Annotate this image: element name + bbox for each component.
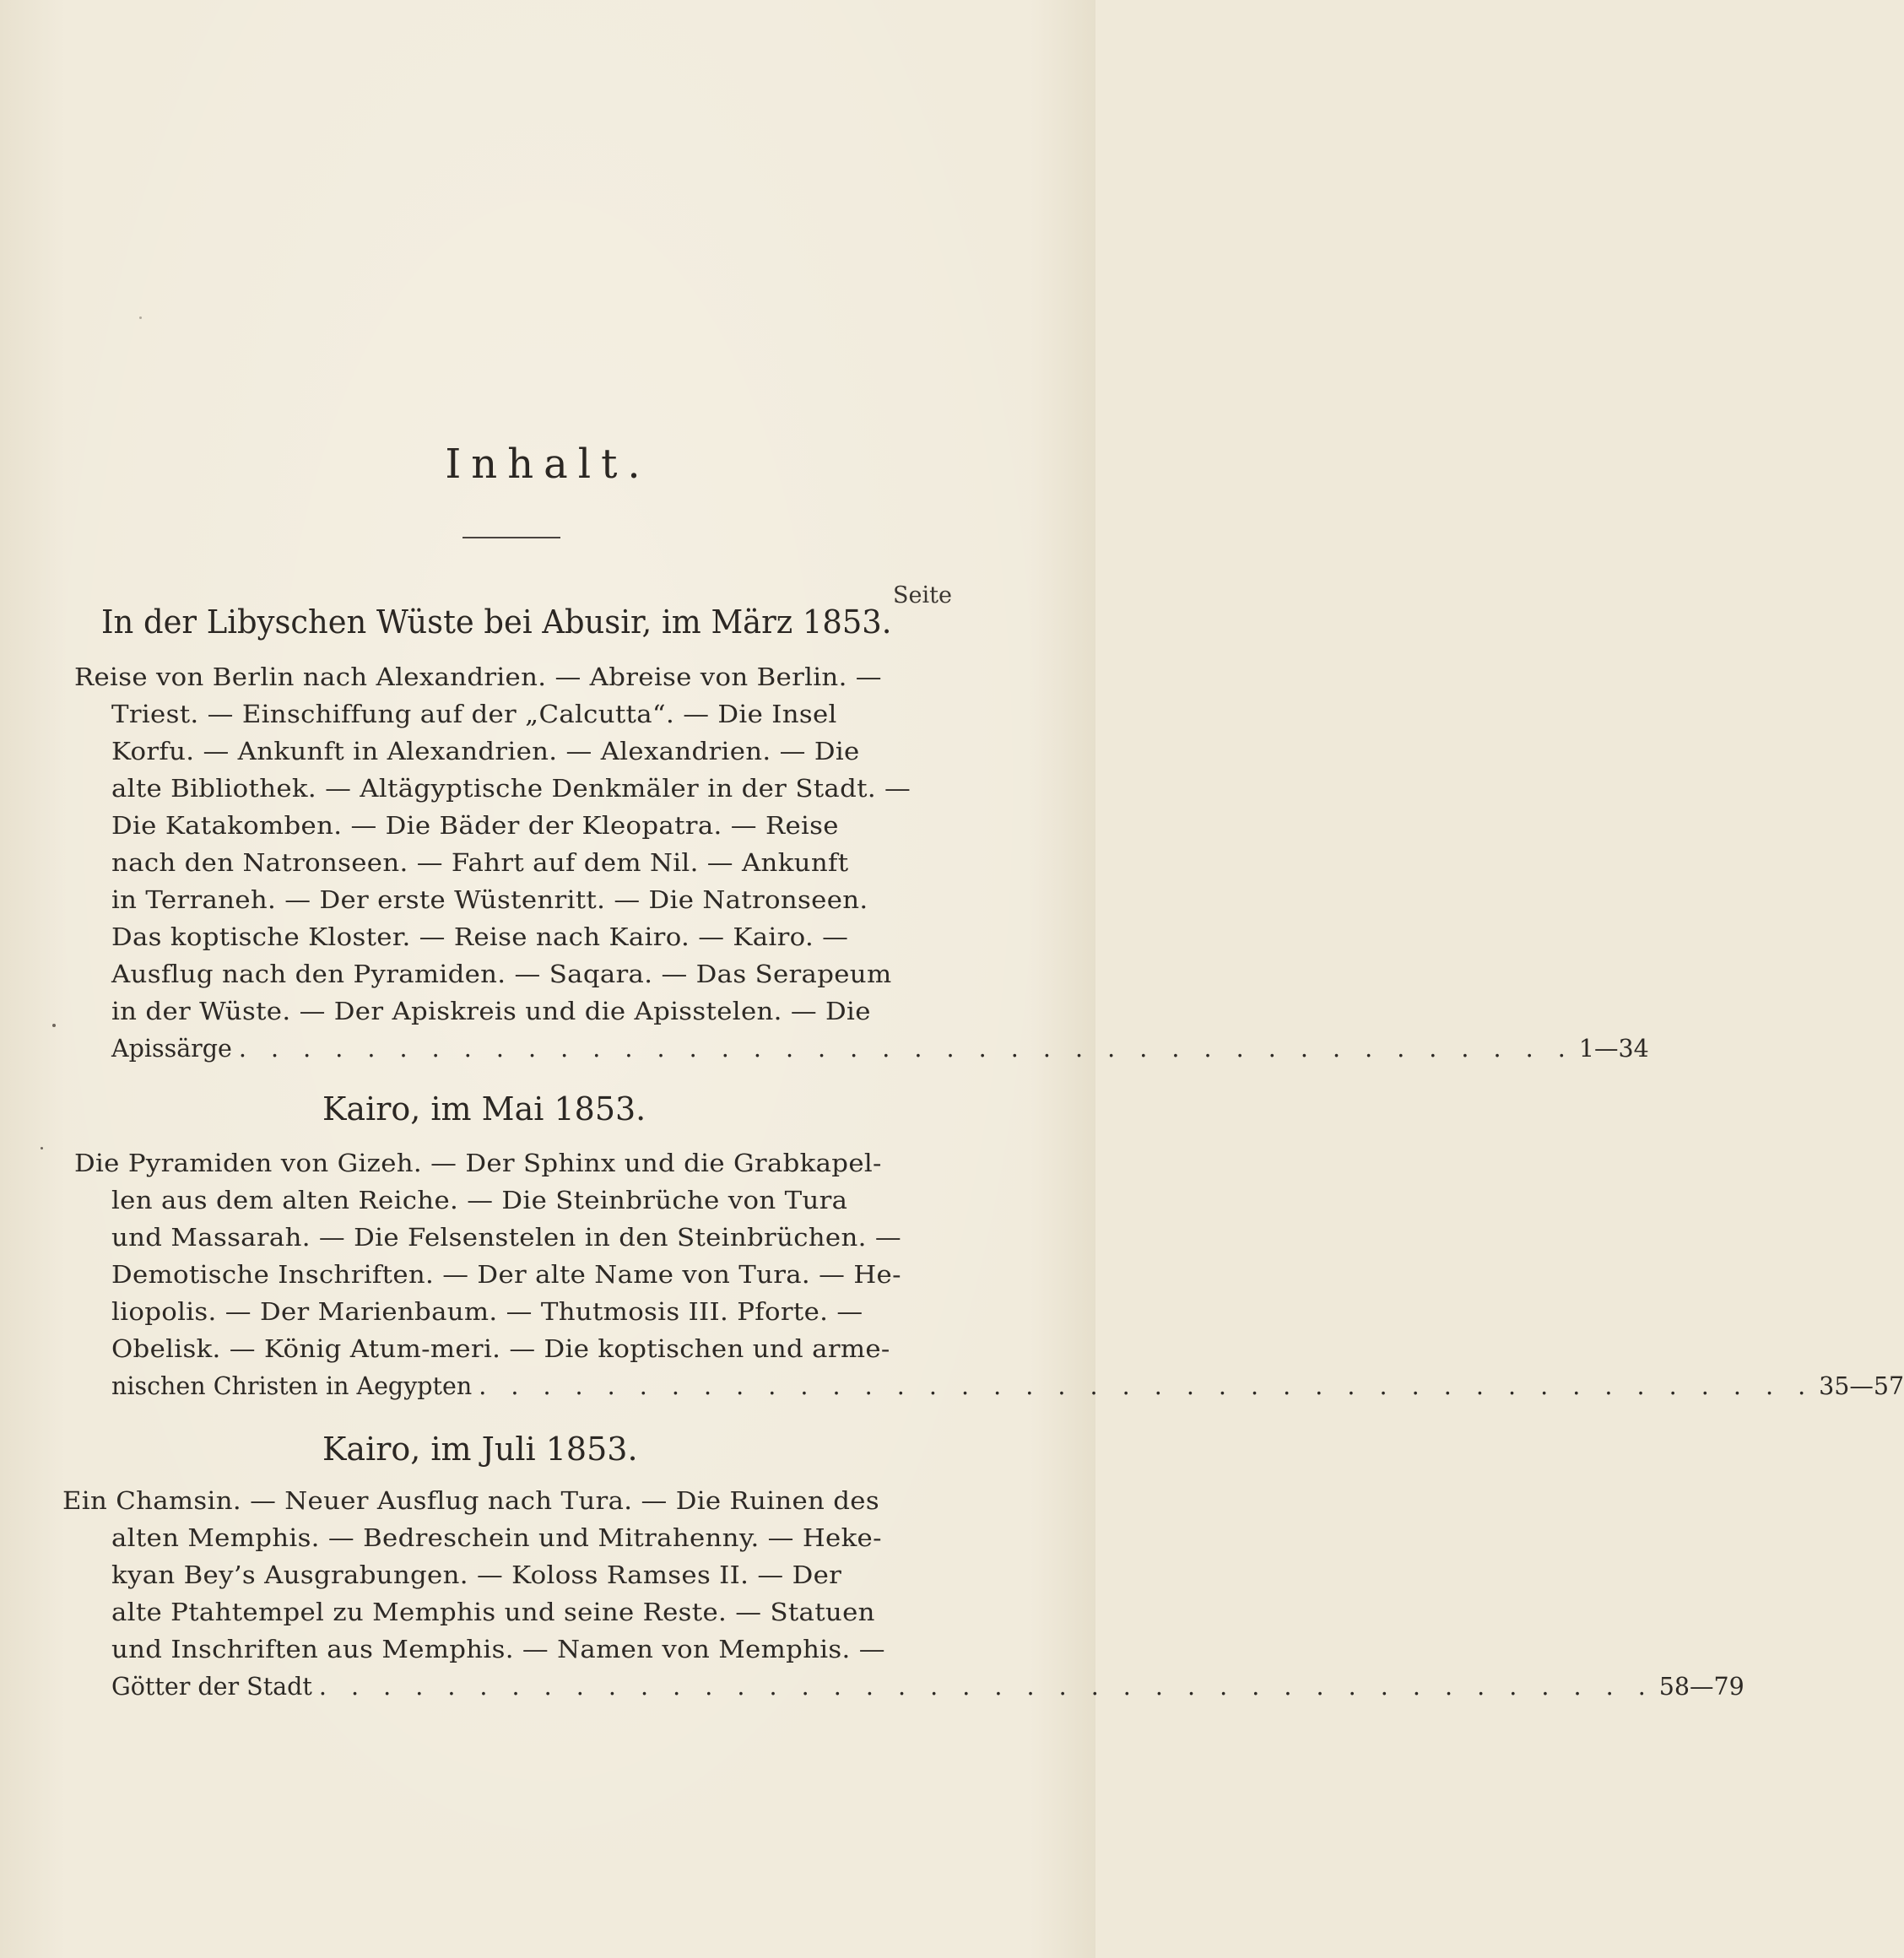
title-rule bbox=[462, 537, 560, 538]
toc-line: in der Wüste. — Der Apiskreis und die Apisstelen. — Die bbox=[111, 998, 871, 1025]
toc-entry-last-line bbox=[111, 1673, 1744, 1701]
toc-entry-last-line bbox=[111, 1372, 1904, 1400]
toc-line: kyan Bey’s Ausgrabungen. — Koloss Ramses II. — Der bbox=[111, 1561, 842, 1589]
page-range: 58—79 bbox=[1658, 1673, 1744, 1701]
toc-line: nischen Christen in Aegypten bbox=[111, 1372, 473, 1400]
toc-entry-last-line bbox=[111, 1035, 1649, 1063]
dot-leader: . . . . . . . . . . . . . . . . . . . . . . . . . . . . . . . . . . . . . . . . . . bbox=[479, 1372, 1815, 1400]
toc-line: Ein Chamsin. — Neuer Ausflug nach Tura. — Die Ruinen des bbox=[62, 1487, 879, 1515]
section-heading: Kairo, im Mai 1853. bbox=[322, 1090, 646, 1128]
dot-leader: . . . . . . . . . . . . . . . . . . . . . . . . . . . . . . . . . . . . . . . . . . bbox=[318, 1673, 1654, 1701]
toc-line: und Inschriften aus Memphis. — Namen von Memphis. — bbox=[111, 1636, 885, 1663]
paper-speck bbox=[52, 1024, 56, 1027]
toc-line: Obelisk. — König Atum-meri. — Die koptischen und arme- bbox=[111, 1335, 890, 1363]
section-heading: Kairo, im Juli 1853. bbox=[322, 1431, 638, 1468]
page-column-label: Seite bbox=[893, 582, 952, 608]
section-heading: In der Libyschen Wüste bei Abusir, im März 1853. bbox=[101, 603, 892, 641]
paper-speck bbox=[41, 1147, 43, 1149]
toc-line: alte Bibliothek. — Altägyptische Denkmäler in der Stadt. — bbox=[111, 775, 911, 803]
paper-speck bbox=[139, 316, 142, 319]
toc-line: len aus dem alten Reiche. — Die Steinbrüche von Tura bbox=[111, 1187, 848, 1214]
toc-line: Demotische Inschriften. — Der alte Name von Tura. — He- bbox=[111, 1261, 901, 1289]
toc-line: und Massarah. — Die Felsenstelen in den Steinbrüchen. — bbox=[111, 1224, 901, 1252]
toc-line: Die Pyramiden von Gizeh. — Der Sphinx und die Grabkapel- bbox=[74, 1149, 882, 1177]
toc-line: Die Katakomben. — Die Bäder der Kleopatra. — Reise bbox=[111, 812, 839, 840]
toc-line: Apissärge bbox=[111, 1035, 232, 1063]
toc-line: Götter der Stadt bbox=[111, 1673, 312, 1701]
toc-line: alten Memphis. — Bedreschein und Mitrahenny. — Heke- bbox=[111, 1524, 882, 1552]
toc-line: in Terraneh. — Der erste Wüstenritt. — Die Natronseen. bbox=[111, 886, 868, 914]
toc-line: Triest. — Einschiffung auf der „Calcutta“. — Die Insel bbox=[111, 700, 837, 728]
page-range: 1—34 bbox=[1578, 1035, 1649, 1063]
page-title: Inhalt. bbox=[445, 441, 651, 488]
toc-line: alte Ptahtempel zu Memphis und seine Reste. — Statuen bbox=[111, 1598, 875, 1626]
toc-line: liopolis. — Der Marienbaum. — Thutmosis III. Pforte. — bbox=[111, 1298, 863, 1326]
toc-line: nach den Natronseen. — Fahrt auf dem Nil. — Ankunft bbox=[111, 849, 849, 877]
toc-line: Ausflug nach den Pyramiden. — Saqara. — Das Serapeum bbox=[111, 960, 892, 988]
dot-leader: . . . . . . . . . . . . . . . . . . . . . . . . . . . . . . . . . . . . . . . . . . bbox=[238, 1035, 1574, 1063]
toc-line: Reise von Berlin nach Alexandrien. — Abreise von Berlin. — bbox=[74, 663, 882, 691]
toc-line: Das koptische Kloster. — Reise nach Kairo. — Kairo. — bbox=[111, 923, 849, 951]
page-range: 35—57 bbox=[1819, 1372, 1904, 1400]
toc-line: Korfu. — Ankunft in Alexandrien. — Alexandrien. — Die bbox=[111, 738, 860, 765]
